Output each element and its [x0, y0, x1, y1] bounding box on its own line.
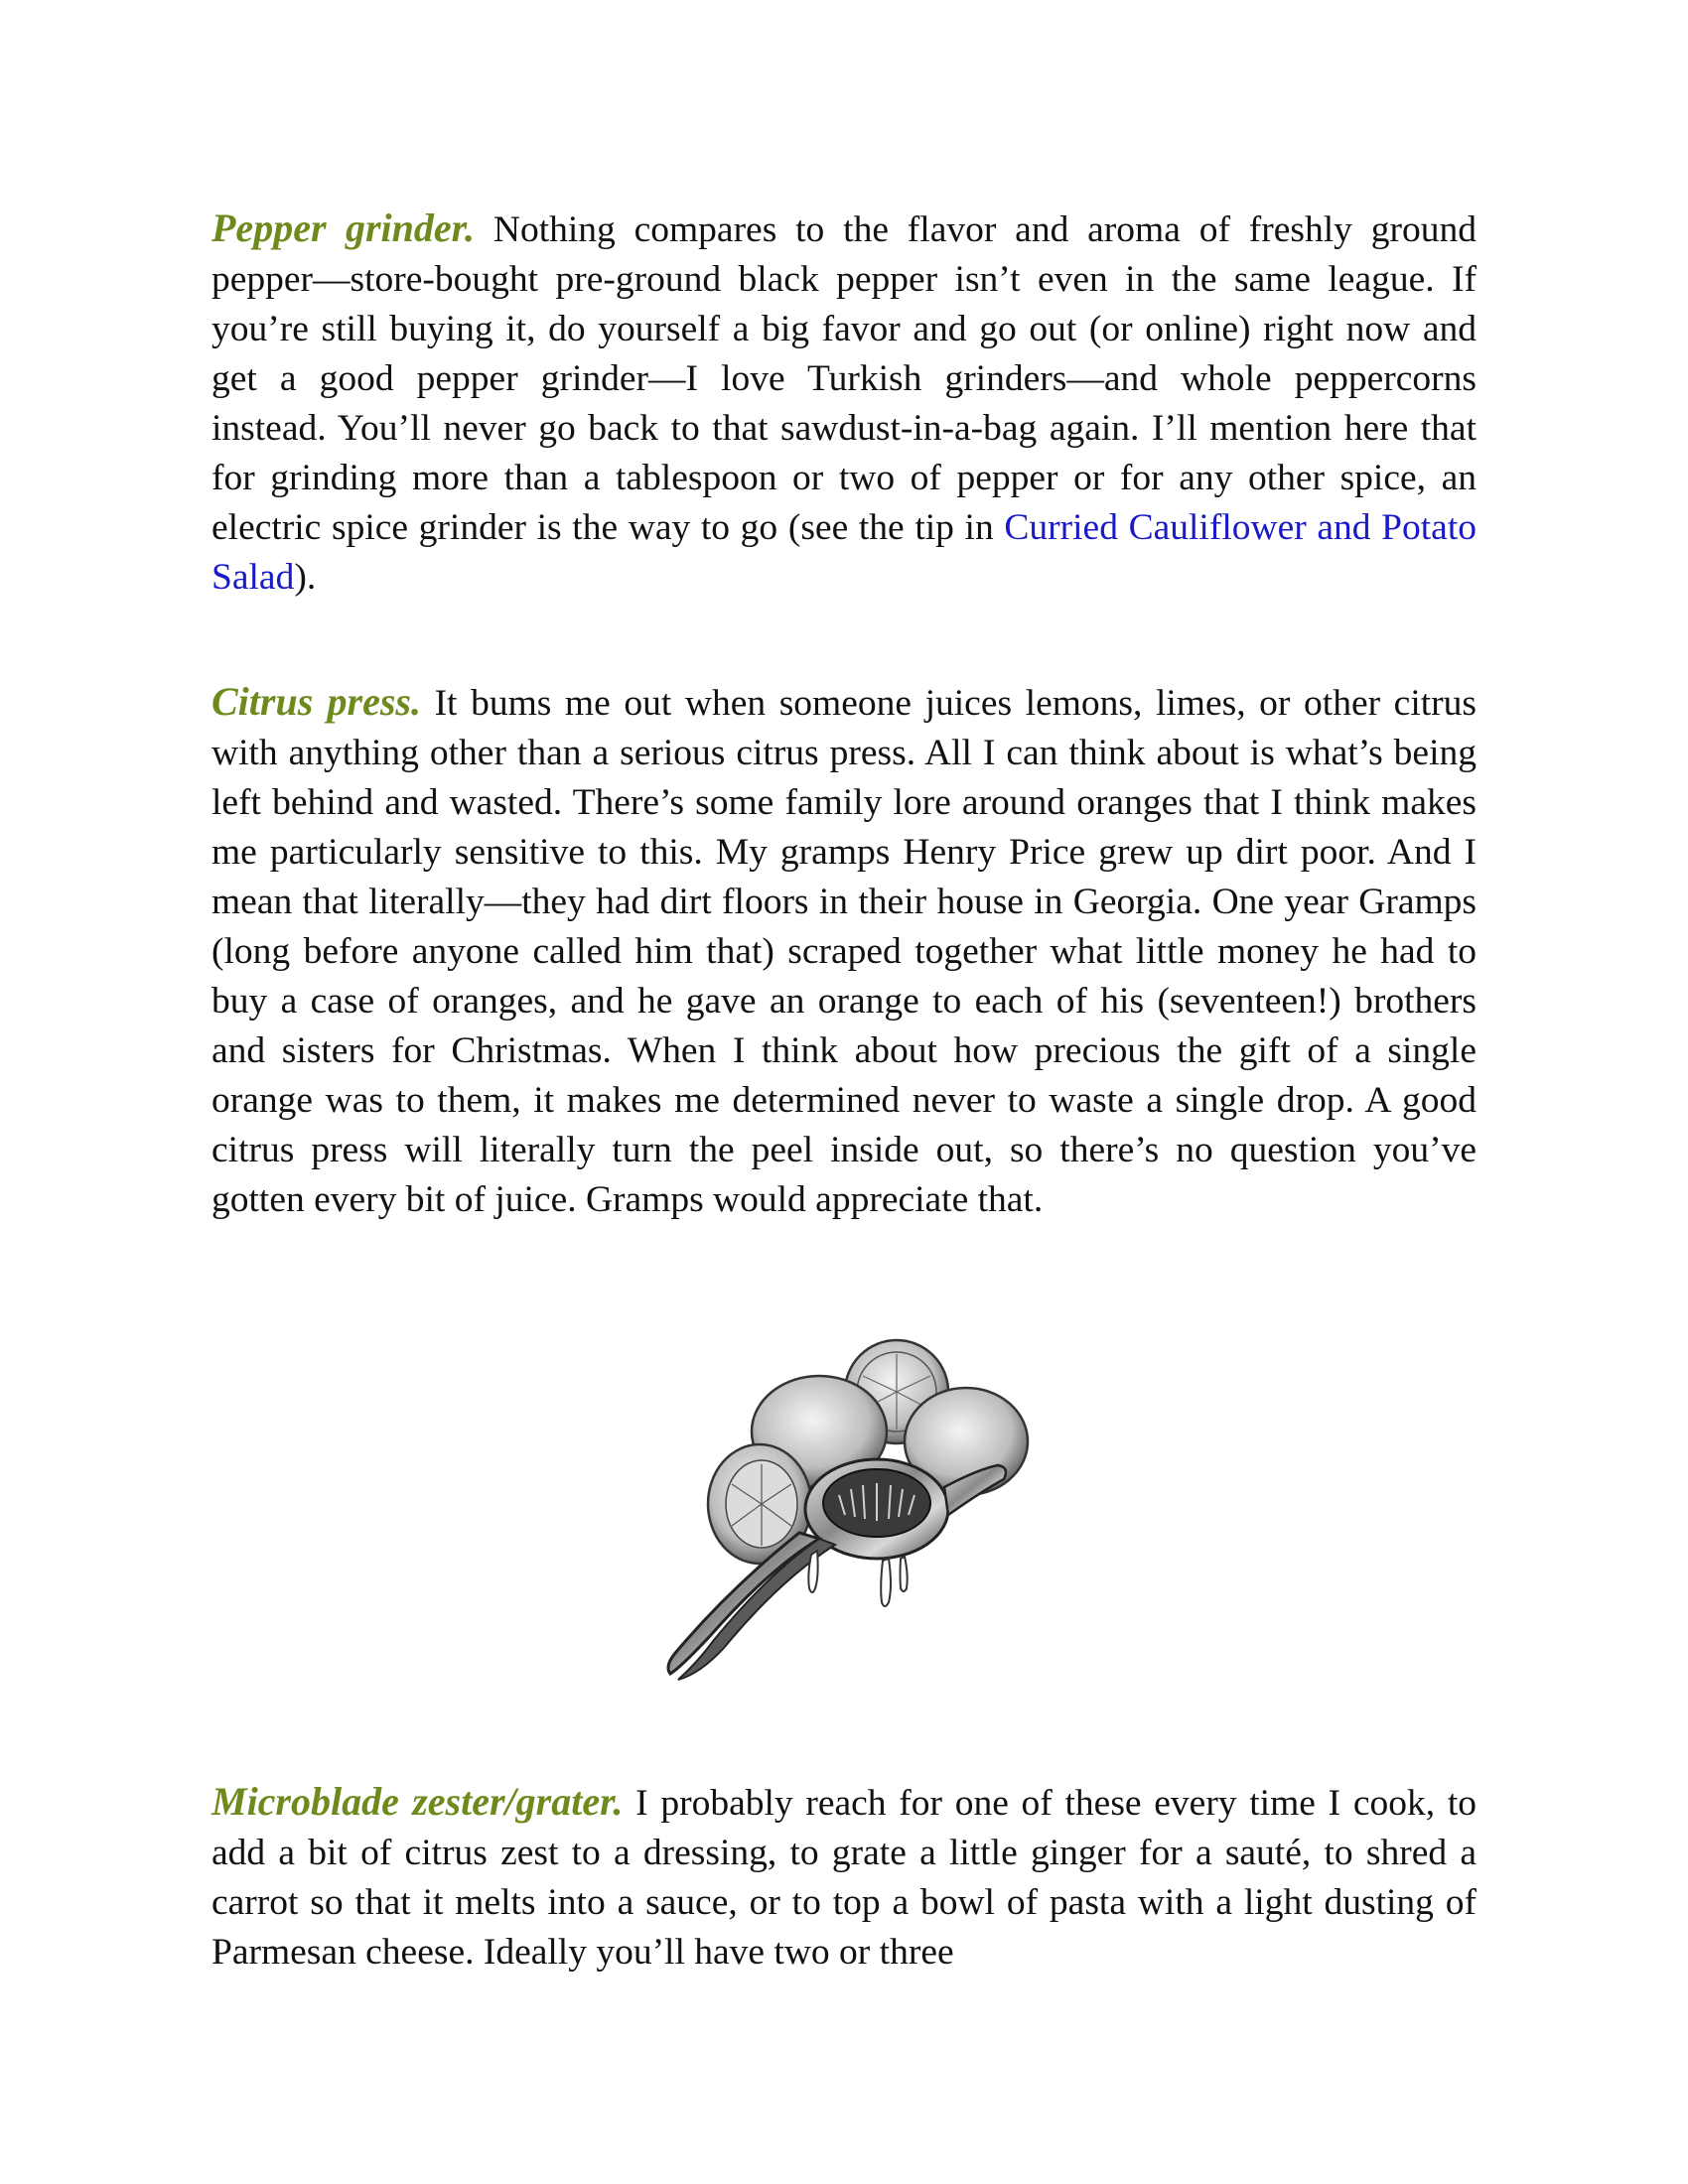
- pepper-grinder-paragraph: [211, 204, 1477, 603]
- paragraph-text: Nothing compares to the flavor and aroma of freshly ground pepper—store-bought pre-ground black pepper isn’t even in the same league. If you’re still buying it, do yourself a big favor and go out (or online) right now and get a good pepper grinder—I love Turkish grinders—and whole peppercorns instead. You’ll never go back to that sawdust-in-a-bag again. I’ll mention here that for grinding more than a tablespoon or two of pepper or for any other spice, an electric spice grinder is the way to go (see the tip in: [211, 209, 1477, 548]
- zester-paragraph: [211, 1777, 1477, 1978]
- term-citrus-press: Citrus press.: [211, 679, 421, 724]
- citrus-press-paragraph: [211, 677, 1477, 1225]
- citrus-press-illustration: [650, 1320, 1048, 1698]
- paragraph-text: I probably reach for one of these every time I cook, to add a bit of citrus zest to a dressing, to grate a little ginger for a sauté, to shred a carrot so that it melts into a sauce, or to top a bowl of pasta with a light dusting of Parmesan cheese. Ideally you’ll have two or three: [211, 1783, 1477, 1973]
- paragraph-text: It bums me out when someone juices lemons, limes, or other citrus with anything other than a serious citrus press. All I can think about is what’s being left behind and wasted. There’s some family lore around oranges that I think makes me particularly sensitive to this. My gramps Henry Price grew up dirt poor. And I mean that literally—they had dirt floors in their house in Georgia. One year Gramps (long before anyone called him that) scraped together what little money he had to buy a case of oranges, and he gave an orange to each of his (seventeen!) brothers and sisters for Christmas. When I think about how precious the gift of a single orange was to them, it makes me determined never to waste a single drop. A good citrus press will literally turn the peel inside out, so there’s no question you’ve gotten every bit of juice. Gramps would appreciate that.: [211, 683, 1477, 1220]
- term-pepper-grinder: Pepper grinder.: [211, 205, 476, 250]
- paragraph-text-end: ).: [294, 557, 317, 598]
- term-zester: Microblade zester/grater.: [211, 1779, 624, 1824]
- recipe-link[interactable]: Curried Cauliflower and Potato Salad: [211, 507, 1477, 598]
